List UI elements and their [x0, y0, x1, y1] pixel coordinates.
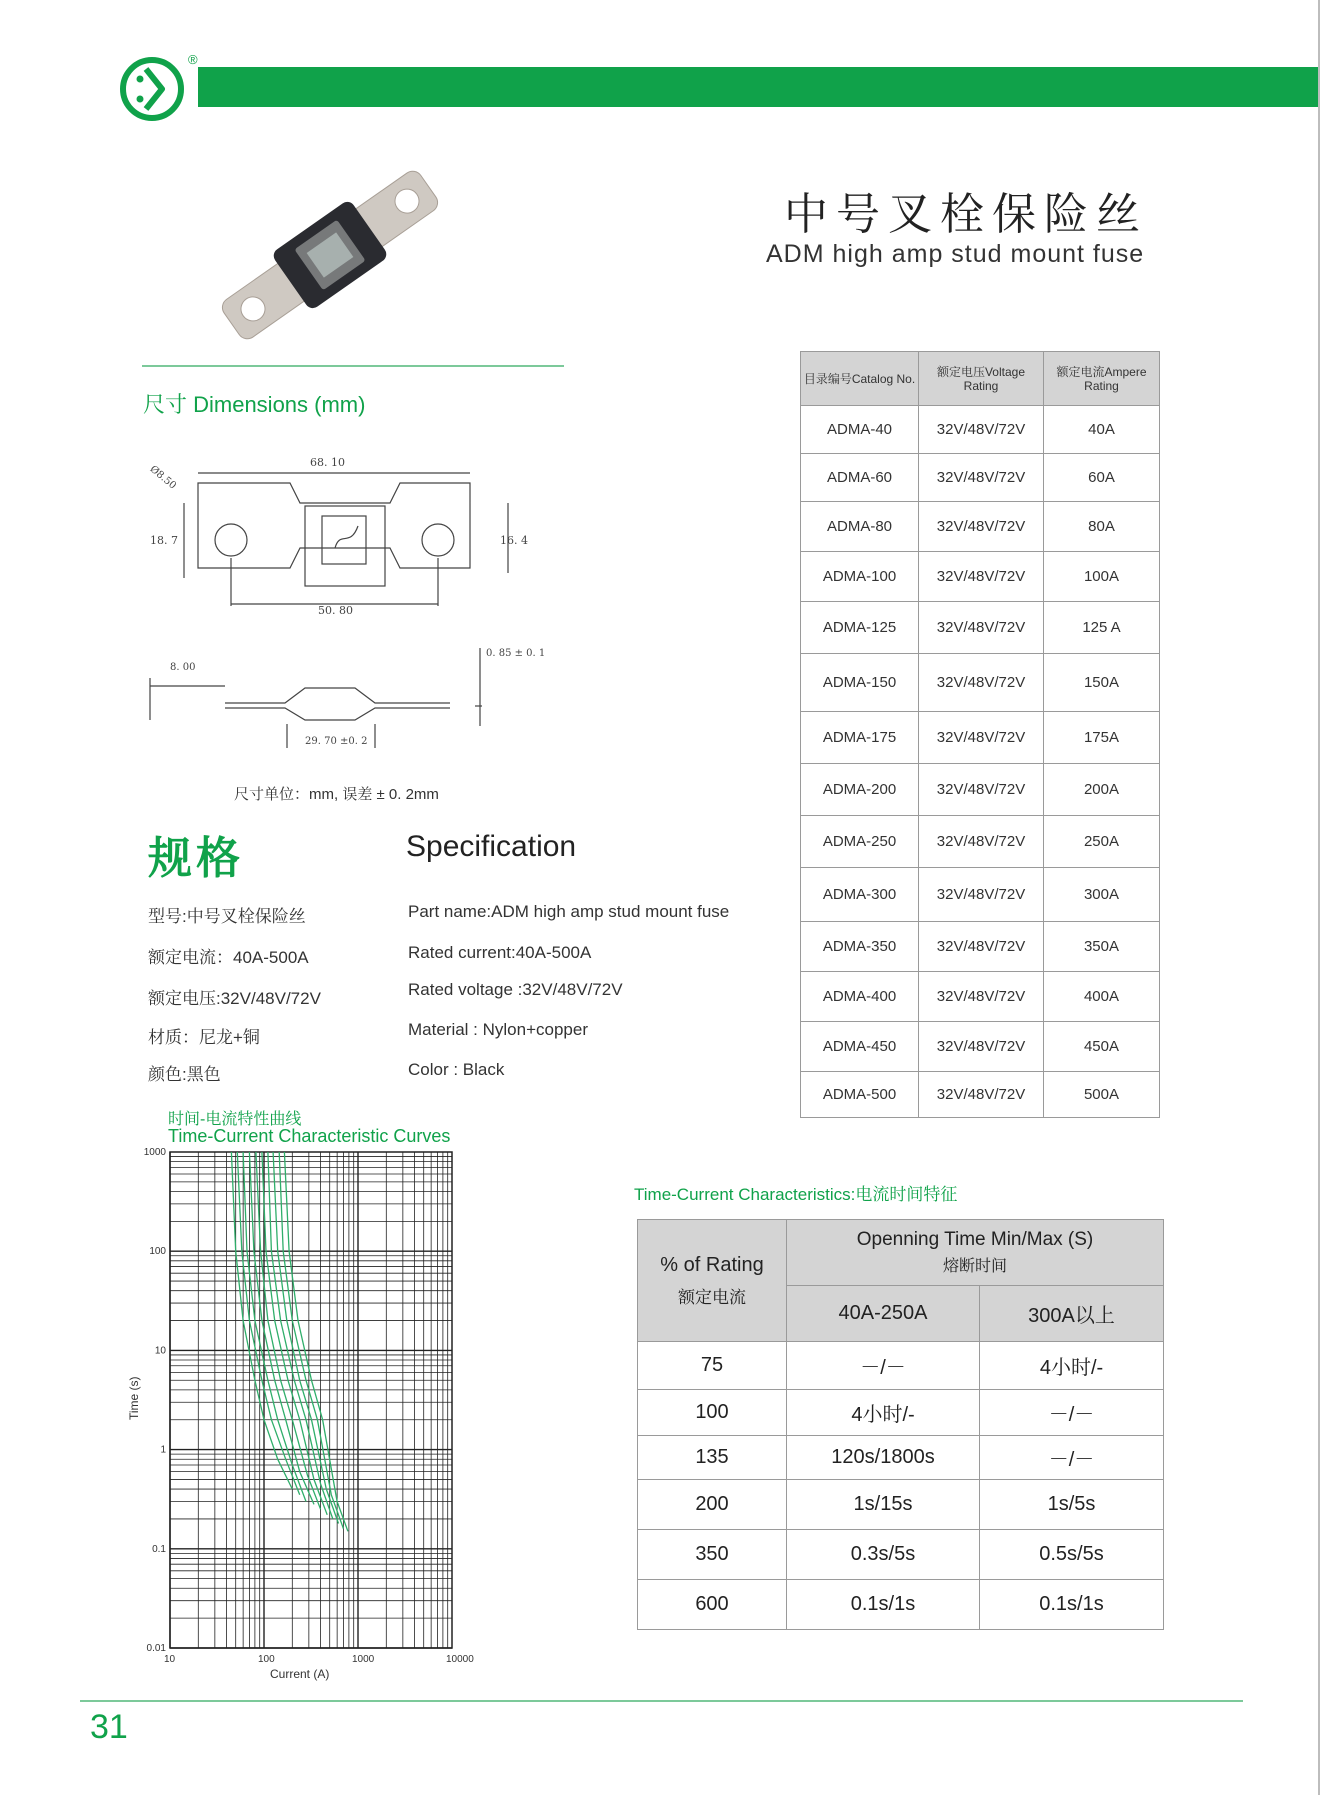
tc-cell: －/－: [980, 1436, 1164, 1480]
chart-curves: [231, 1152, 348, 1531]
chart-xlabel: Current (A): [270, 1667, 330, 1681]
tc-row: [638, 1530, 1164, 1580]
catalog-cell: ADMA-125: [801, 602, 919, 654]
chart-series-line: [279, 1152, 343, 1529]
spec-title-en: Specification: [406, 830, 577, 863]
spec-row-en: Rated current:40A-500A: [408, 943, 592, 962]
chart-grid: [170, 1152, 452, 1648]
catalog-cell: 32V/48V/72V: [919, 922, 1044, 972]
catalog-cell: 32V/48V/72V: [919, 602, 1044, 654]
catalog-row: [801, 1022, 1160, 1072]
catalog-cell: ADMA-175: [801, 712, 919, 764]
catalog-header: 目录编号Catalog No.: [801, 352, 919, 406]
tc-col1-header-cn: 额定电流: [678, 1287, 746, 1307]
catalog-row: [801, 922, 1160, 972]
time-current-chart: [120, 1140, 500, 1680]
catalog-cell: 32V/48V/72V: [919, 1072, 1044, 1118]
tc-cell: 100: [638, 1390, 787, 1436]
catalog-row: [801, 502, 1160, 552]
tc-open-time-header: [787, 1220, 1164, 1286]
tc-sub-header: 40A-250A: [787, 1286, 980, 1342]
tc-cell: －/－: [980, 1390, 1164, 1436]
catalog-cell: 150A: [1044, 654, 1160, 712]
catalog-table-body: [801, 406, 1160, 1118]
chart-y-tick: 1: [160, 1444, 166, 1456]
section-divider: [142, 365, 564, 367]
page-number: 31: [90, 1708, 128, 1746]
spec-row-en: Material : Nylon+copper: [408, 1020, 589, 1039]
catalog-cell: ADMA-450: [801, 1022, 919, 1072]
catalog-cell: 400A: [1044, 972, 1160, 1022]
tc-cell: 0.3s/5s: [787, 1530, 980, 1580]
chart-y-tick: 1000: [143, 1147, 166, 1158]
dimension-drawing: [140, 448, 560, 747]
time-current-table: [637, 1219, 1164, 1630]
catalog-row: [801, 454, 1160, 502]
catalog-row: [801, 868, 1160, 922]
spec-title-cn: 规格: [148, 834, 244, 883]
catalog-cell: 32V/48V/72V: [919, 654, 1044, 712]
catalog-cell: ADMA-400: [801, 972, 919, 1022]
catalog-cell: 32V/48V/72V: [919, 764, 1044, 816]
header-bar: [198, 67, 1318, 107]
tc-table-body: [638, 1342, 1164, 1630]
catalog-header: 额定电流Ampere Rating: [1044, 352, 1160, 406]
chart-ylabel: Time (s): [127, 1376, 141, 1420]
dim-height-right: 16. 4: [500, 534, 528, 547]
dim-height-left: 18. 7: [150, 534, 178, 547]
dim-length: 68. 10: [310, 456, 345, 469]
chart-y-tick: 10: [154, 1345, 166, 1357]
chart-x-tick: 1000: [352, 1654, 375, 1665]
catalog-cell: ADMA-80: [801, 502, 919, 552]
page-edge: [1318, 0, 1320, 1795]
catalog-row: [801, 764, 1160, 816]
tc-row: [638, 1390, 1164, 1436]
tc-cell: 1s/5s: [980, 1480, 1164, 1530]
footer-rule: [80, 1700, 1243, 1702]
tc-open-time-cn: 熔断时间: [942, 1258, 1007, 1275]
tc-row: [638, 1480, 1164, 1530]
catalog-cell: 80A: [1044, 502, 1160, 552]
tc-cell: 120s/1800s: [787, 1436, 980, 1480]
catalog-cell: ADMA-250: [801, 816, 919, 868]
catalog-cell: 32V/48V/72V: [919, 712, 1044, 764]
catalog-row: [801, 406, 1160, 454]
catalog-header: 额定电压Voltage Rating: [919, 352, 1044, 406]
spec-row-en: Color : Black: [408, 1060, 505, 1079]
catalog-row: [801, 654, 1160, 712]
chart-x-tick: 100: [258, 1654, 275, 1665]
spec-row-en: Rated voltage :32V/48V/72V: [408, 980, 623, 999]
spec-row-cn: 额定电压:32V/48V/72V: [148, 989, 321, 1008]
catalog-cell: 175A: [1044, 712, 1160, 764]
chart-series-line: [256, 1152, 321, 1509]
tc-cell: 135: [638, 1436, 787, 1480]
dim-hole: Ø8.50: [147, 463, 179, 492]
brand-logo-icon: [118, 55, 186, 123]
catalog-cell: 32V/48V/72V: [919, 816, 1044, 868]
catalog-cell: 32V/48V/72V: [919, 406, 1044, 454]
product-photo: [200, 150, 460, 360]
tc-cell: 0.5s/5s: [980, 1530, 1164, 1580]
catalog-row: [801, 602, 1160, 654]
catalog-cell: 450A: [1044, 1022, 1160, 1072]
curve-title-en: Time-Current Characteristic Curves: [168, 1126, 451, 1146]
catalog-row: [801, 816, 1160, 868]
chart-series-line: [284, 1152, 348, 1531]
catalog-cell: 300A: [1044, 868, 1160, 922]
tc-sub-header: 300A以上: [980, 1286, 1164, 1342]
tc-col1-header-en: % of Rating: [660, 1253, 764, 1276]
tc-cell: 350: [638, 1530, 787, 1580]
catalog-cell: 100A: [1044, 552, 1160, 602]
catalog-cell: 32V/48V/72V: [919, 552, 1044, 602]
catalog-cell: 500A: [1044, 1072, 1160, 1118]
chart-x-tick: 10000: [446, 1654, 474, 1665]
catalog-cell: ADMA-350: [801, 922, 919, 972]
unit-note: 尺寸单位：mm, 误差 ± 0. 2mm: [234, 786, 439, 803]
catalog-cell: ADMA-150: [801, 654, 919, 712]
dim-center-distance: 50. 80: [318, 604, 353, 617]
catalog-cell: ADMA-100: [801, 552, 919, 602]
curve-title-cn: 时间-电流特性曲线: [168, 1111, 302, 1128]
catalog-cell: 350A: [1044, 922, 1160, 972]
spec-row-cn: 型号:中号叉栓保险丝: [148, 907, 306, 926]
catalog-cell: 32V/48V/72V: [919, 502, 1044, 552]
chart-series-line: [262, 1152, 327, 1515]
catalog-cell: 32V/48V/72V: [919, 454, 1044, 502]
catalog-cell: 250A: [1044, 816, 1160, 868]
spec-row-en: Part name:ADM high amp stud mount fuse: [408, 902, 730, 921]
tc-open-time-en: Openning Time Min/Max (S): [856, 1229, 1094, 1250]
tc-row: [638, 1436, 1164, 1480]
tc-cell: 1s/15s: [787, 1480, 980, 1530]
catalog-cell: 32V/48V/72V: [919, 972, 1044, 1022]
chart-y-tick: 0.01: [146, 1643, 166, 1654]
dim-tab-thickness: 0. 85 ± 0. 1: [486, 648, 546, 659]
dimensions-title: 尺寸 Dimensions (mm): [143, 392, 366, 417]
catalog-cell: 32V/48V/72V: [919, 1022, 1044, 1072]
registered-mark: ®: [188, 52, 198, 67]
tc-col1-header: [638, 1220, 787, 1342]
catalog-table: [800, 351, 1160, 1118]
spec-row-cn: 额定电流：40A-500A: [148, 948, 309, 967]
spec-row-cn: 材质：尼龙+铜: [148, 1028, 260, 1047]
catalog-cell: ADMA-200: [801, 764, 919, 816]
tc-cell: 75: [638, 1342, 787, 1390]
catalog-cell: 200A: [1044, 764, 1160, 816]
catalog-row: [801, 972, 1160, 1022]
dim-thickness: 8. 00: [170, 662, 196, 673]
catalog-cell: ADMA-40: [801, 406, 919, 454]
tc-row: [638, 1580, 1164, 1630]
spec-row-cn: 颜色:黑色: [148, 1065, 221, 1084]
tc-cell: 0.1s/1s: [980, 1580, 1164, 1630]
catalog-cell: ADMA-500: [801, 1072, 919, 1118]
chart-frame: [170, 1152, 452, 1648]
catalog-cell: ADMA-60: [801, 454, 919, 502]
dim-body-length: 29. 70 ±0. 2: [305, 736, 368, 747]
tc-table-title: Time-Current Characteristics:电流时间特征: [634, 1185, 958, 1204]
page-title-cn: 中号叉栓保险丝: [784, 189, 1148, 240]
catalog-row: [801, 1072, 1160, 1118]
catalog-cell: 40A: [1044, 406, 1160, 454]
tc-cell: －/－: [787, 1342, 980, 1390]
catalog-cell: 32V/48V/72V: [919, 868, 1044, 922]
tc-cell: 0.1s/1s: [787, 1580, 980, 1630]
tc-cell: 4小时/-: [980, 1342, 1164, 1390]
catalog-cell: ADMA-300: [801, 868, 919, 922]
catalog-row: [801, 552, 1160, 602]
catalog-cell: 125 A: [1044, 602, 1160, 654]
tc-cell: 200: [638, 1480, 787, 1530]
page-title-en: ADM high amp stud mount fuse: [766, 240, 1145, 268]
tc-row: [638, 1342, 1164, 1390]
chart-y-tick: 100: [149, 1246, 166, 1258]
chart-x-tick: 10: [164, 1654, 176, 1665]
catalog-row: [801, 712, 1160, 764]
tc-cell: 600: [638, 1580, 787, 1630]
catalog-cell: 60A: [1044, 454, 1160, 502]
tc-cell: 4小时/-: [787, 1390, 980, 1436]
chart-y-tick: 0.1: [152, 1543, 166, 1555]
